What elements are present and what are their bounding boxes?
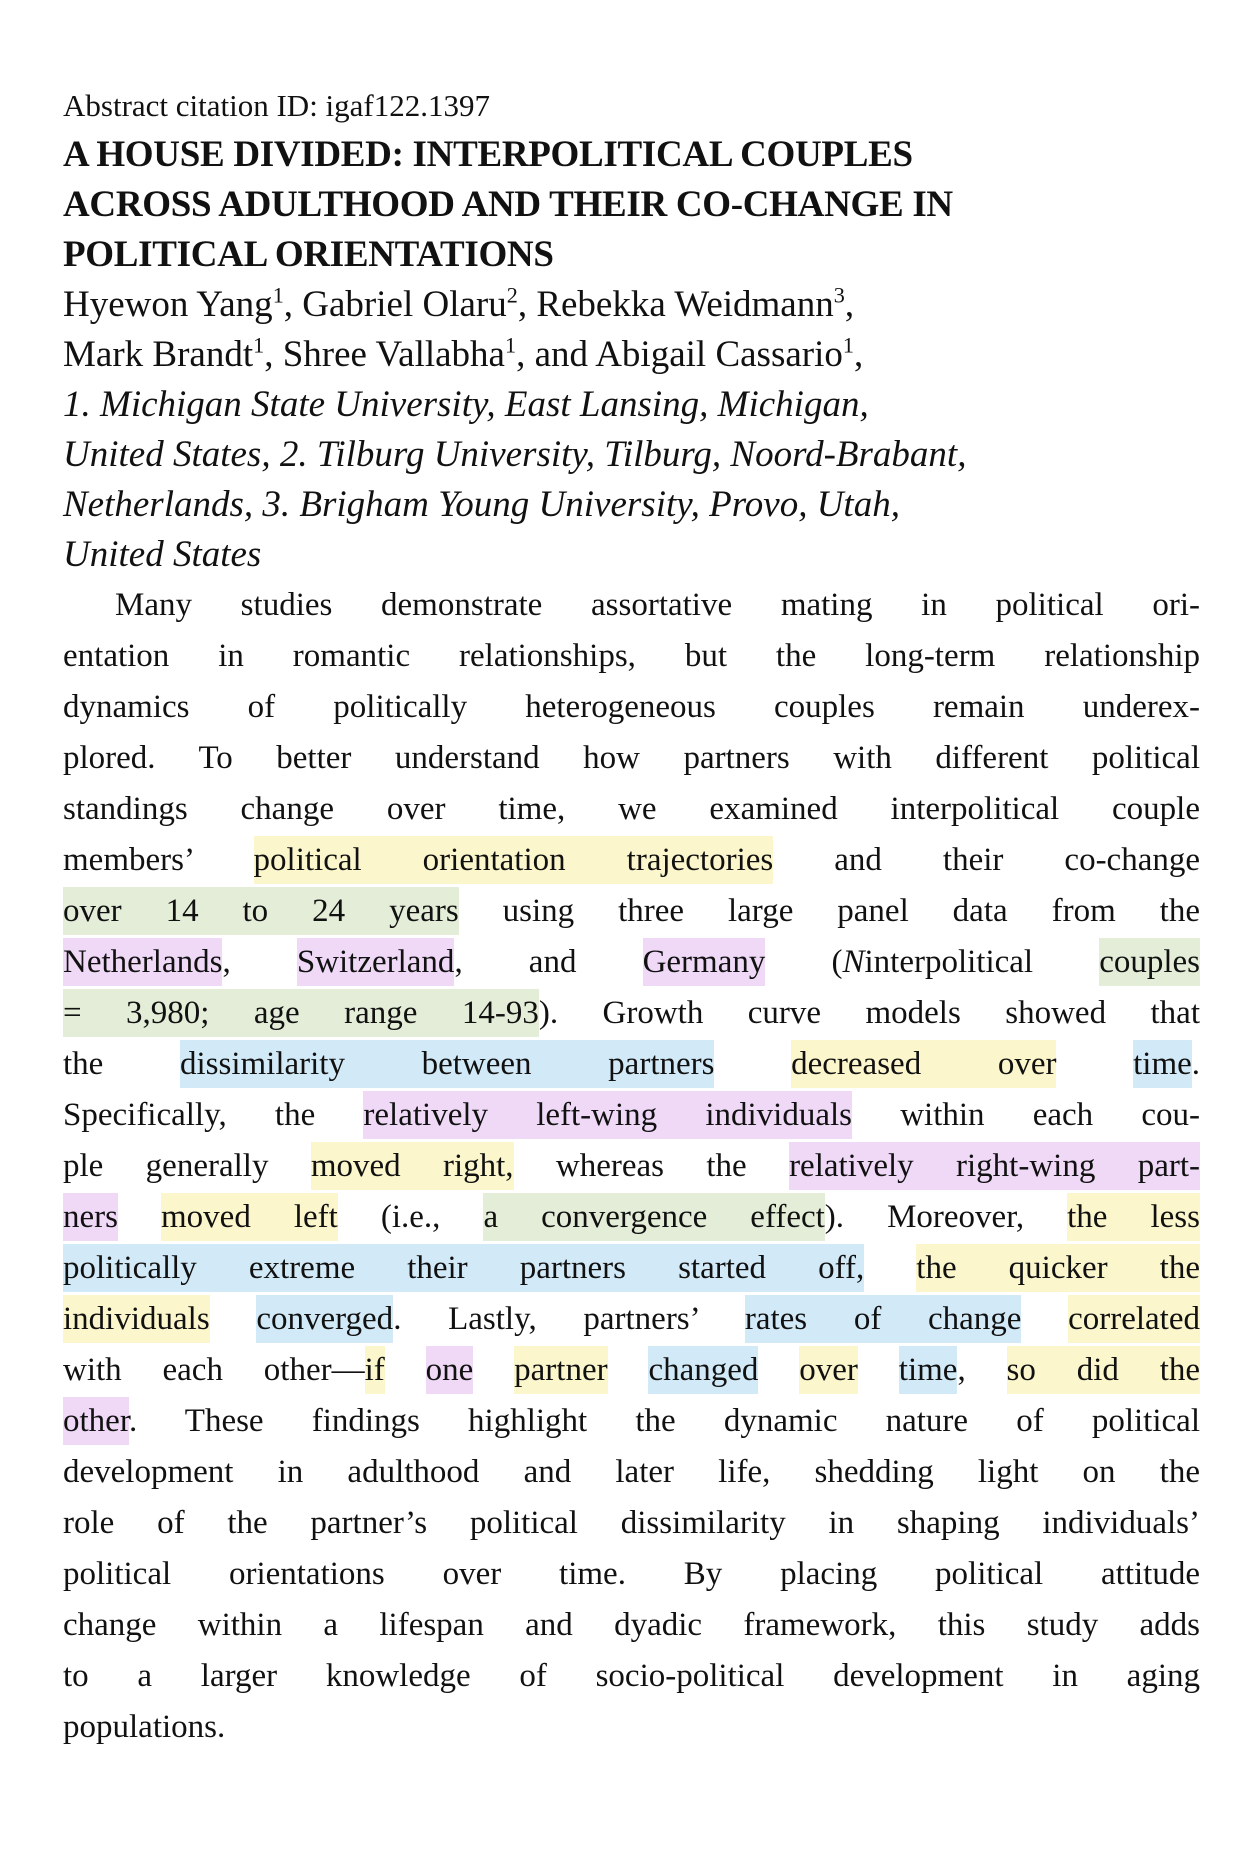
affiliation-line: Netherlands, 3. Brigham Young University, Provo, Utah, bbox=[63, 484, 900, 525]
text-span: change within a lifespan and dyadic framework, this study adds bbox=[63, 1607, 1200, 1643]
highlight-span: dissimilarity between partners bbox=[180, 1040, 715, 1088]
text-span: using three large panel data from the bbox=[458, 893, 1200, 929]
text-span: , bbox=[853, 334, 864, 375]
affiliation-line: 1. Michigan State University, East Lansing, Michigan, bbox=[63, 384, 869, 425]
text-span bbox=[118, 1199, 161, 1235]
highlight-span: Switzerland bbox=[297, 938, 455, 986]
text-span: . These findings highlight the dynamic nature of political bbox=[128, 1403, 1200, 1439]
highlight-span: the less bbox=[1067, 1193, 1200, 1241]
text-span: political orientations over time. By placing political attitude bbox=[63, 1556, 1200, 1592]
highlight-span: the quicker the bbox=[916, 1244, 1200, 1292]
author-superscript: 2 bbox=[506, 282, 518, 308]
abstract-line bbox=[63, 1345, 1200, 1396]
highlight-span: time bbox=[1133, 1040, 1192, 1088]
highlight-span: individuals bbox=[63, 1295, 210, 1343]
text-span: Many studies demonstrate assortative mating in political ori- bbox=[115, 587, 1200, 623]
text-span: ). Moreover, bbox=[824, 1199, 1068, 1235]
abstract-line bbox=[63, 682, 1200, 733]
paper-title-line: POLITICAL ORIENTATIONS bbox=[63, 234, 554, 275]
paper-title-line: ACROSS ADULTHOOD AND THEIR CO-CHANGE IN bbox=[63, 184, 953, 225]
highlight-span: moved left bbox=[161, 1193, 338, 1241]
highlight-span: rates of change bbox=[745, 1295, 1022, 1343]
author-superscript: 3 bbox=[833, 282, 845, 308]
text-span: development in adulthood and later life, shedding light on the bbox=[63, 1454, 1200, 1490]
text-span: Hyewon Yang bbox=[63, 284, 273, 325]
text-span: , bbox=[222, 944, 297, 980]
text-span: standings change over time, we examined interpolitical couple bbox=[63, 791, 1200, 827]
author-superscript: 1 bbox=[842, 332, 854, 358]
abstract-line bbox=[63, 1243, 1200, 1294]
text-span: entation in romantic relationships, but the long-term relationship bbox=[63, 638, 1200, 674]
text-span: the bbox=[63, 1046, 180, 1082]
author-superscript: 1 bbox=[253, 332, 265, 358]
author-line bbox=[63, 280, 1200, 330]
highlight-span: over 14 to 24 years bbox=[63, 887, 459, 935]
highlight-span: = 3,980; age range 14-93 bbox=[63, 989, 539, 1037]
highlight-span: other bbox=[63, 1397, 129, 1445]
abstract-line bbox=[63, 631, 1200, 682]
abstract-line bbox=[63, 580, 1200, 631]
abstract-line bbox=[63, 784, 1200, 835]
text-span bbox=[608, 1352, 649, 1388]
abstract-line bbox=[63, 1141, 1200, 1192]
author-superscript: 1 bbox=[504, 332, 517, 358]
paper-title-line: A HOUSE DIVIDED: INTERPOLITICAL COUPLES bbox=[63, 134, 913, 175]
abstract-line bbox=[63, 988, 1200, 1039]
abstract-line bbox=[63, 1600, 1200, 1651]
highlight-span: politically extreme their partners started off, bbox=[63, 1244, 864, 1292]
text-span: , Gabriel Olaru bbox=[283, 284, 507, 325]
text-span bbox=[714, 1046, 791, 1082]
highlight-span: correlated bbox=[1068, 1295, 1200, 1343]
text-span: , bbox=[957, 1352, 1007, 1388]
highlight-span: moved right, bbox=[311, 1142, 514, 1190]
text-span: ( bbox=[765, 944, 843, 980]
text-span: plored. To better understand how partners with different political bbox=[63, 740, 1200, 776]
text-span bbox=[864, 1250, 916, 1286]
abstract-line bbox=[63, 733, 1200, 784]
abstract-line bbox=[63, 1039, 1200, 1090]
text-span: dynamics of politically heterogeneous couples remain underex- bbox=[63, 689, 1200, 725]
text-span: (i.e., bbox=[337, 1199, 484, 1235]
abstract-line bbox=[63, 1447, 1200, 1498]
text-span bbox=[858, 1352, 899, 1388]
affiliation-list bbox=[63, 380, 1200, 580]
text-span: , and bbox=[454, 944, 643, 980]
highlight-span: so did the bbox=[1007, 1346, 1201, 1394]
highlight-span: partner bbox=[514, 1346, 607, 1394]
highlight-span: converged bbox=[256, 1295, 393, 1343]
text-span: . Lastly, partners’ bbox=[393, 1301, 745, 1337]
text-span: , Rebekka Weidmann bbox=[517, 284, 834, 325]
text-span: Specifically, the bbox=[63, 1097, 364, 1133]
abstract-line bbox=[63, 1549, 1200, 1600]
highlight-span: couples bbox=[1099, 938, 1200, 986]
text-span: , bbox=[844, 284, 855, 325]
abstract-citation-id: Abstract citation ID: igaf122.1397 bbox=[63, 88, 491, 123]
abstract-body bbox=[63, 580, 1200, 1753]
highlight-span: decreased over bbox=[791, 1040, 1056, 1088]
paper-title bbox=[63, 130, 1200, 280]
text-span: ple generally bbox=[63, 1148, 311, 1184]
highlight-span: if bbox=[365, 1346, 385, 1394]
text-span: Mark Brandt bbox=[63, 334, 254, 375]
highlight-span: over bbox=[799, 1346, 858, 1394]
text-span: N bbox=[842, 944, 865, 980]
highlight-span: one bbox=[426, 1346, 474, 1394]
text-span: . bbox=[1191, 1046, 1201, 1082]
text-span: , and Abigail Cassario bbox=[516, 334, 843, 375]
affiliation-line: United States, 2. Tilburg University, Tilburg, Noord-Brabant, bbox=[63, 434, 967, 475]
author-line bbox=[63, 330, 1200, 380]
text-span: , Shree Vallabha bbox=[264, 334, 505, 375]
abstract-line bbox=[63, 1702, 1200, 1753]
text-span bbox=[210, 1301, 257, 1337]
highlight-span: a convergence effect bbox=[483, 1193, 824, 1241]
abstract-line bbox=[63, 1651, 1200, 1702]
highlight-span: ners bbox=[63, 1193, 118, 1241]
text-span bbox=[758, 1352, 799, 1388]
abstract-line bbox=[63, 937, 1200, 988]
text-span: and their co-change bbox=[773, 842, 1200, 878]
affiliation-line: United States bbox=[63, 534, 262, 575]
text-span: members’ bbox=[63, 842, 254, 878]
abstract-line bbox=[63, 1396, 1200, 1447]
abstract-line bbox=[63, 1498, 1200, 1549]
highlight-span: relatively left-wing individuals bbox=[363, 1091, 852, 1139]
highlight-span: time bbox=[899, 1346, 958, 1394]
highlight-span: Germany bbox=[643, 938, 766, 986]
text-span bbox=[1056, 1046, 1133, 1082]
text-span: interpolitical bbox=[864, 944, 1100, 980]
abstract-line bbox=[63, 1294, 1200, 1345]
abstract-line bbox=[63, 835, 1200, 886]
abstract-line bbox=[63, 1192, 1200, 1243]
highlight-span: relatively right-wing part- bbox=[789, 1142, 1200, 1190]
author-list bbox=[63, 280, 1200, 380]
highlight-span: Netherlands bbox=[63, 938, 222, 986]
text-span bbox=[473, 1352, 514, 1388]
text-span: to a larger knowledge of socio-political development in aging bbox=[63, 1658, 1200, 1694]
highlight-span: changed bbox=[648, 1346, 758, 1394]
text-span: with each other— bbox=[63, 1352, 365, 1388]
text-span: ). Growth curve models showed that bbox=[538, 995, 1200, 1031]
author-superscript: 1 bbox=[272, 282, 284, 308]
text-span: within each cou- bbox=[852, 1097, 1200, 1133]
highlight-span: political orientation trajectories bbox=[254, 836, 774, 884]
text-span: role of the partner’s political dissimilarity in shaping individuals’ bbox=[63, 1505, 1200, 1541]
text-span: populations. bbox=[63, 1709, 226, 1745]
text-span bbox=[1021, 1301, 1068, 1337]
abstract-line bbox=[63, 1090, 1200, 1141]
abstract-line bbox=[63, 886, 1200, 937]
text-span bbox=[385, 1352, 426, 1388]
text-span: whereas the bbox=[513, 1148, 790, 1184]
